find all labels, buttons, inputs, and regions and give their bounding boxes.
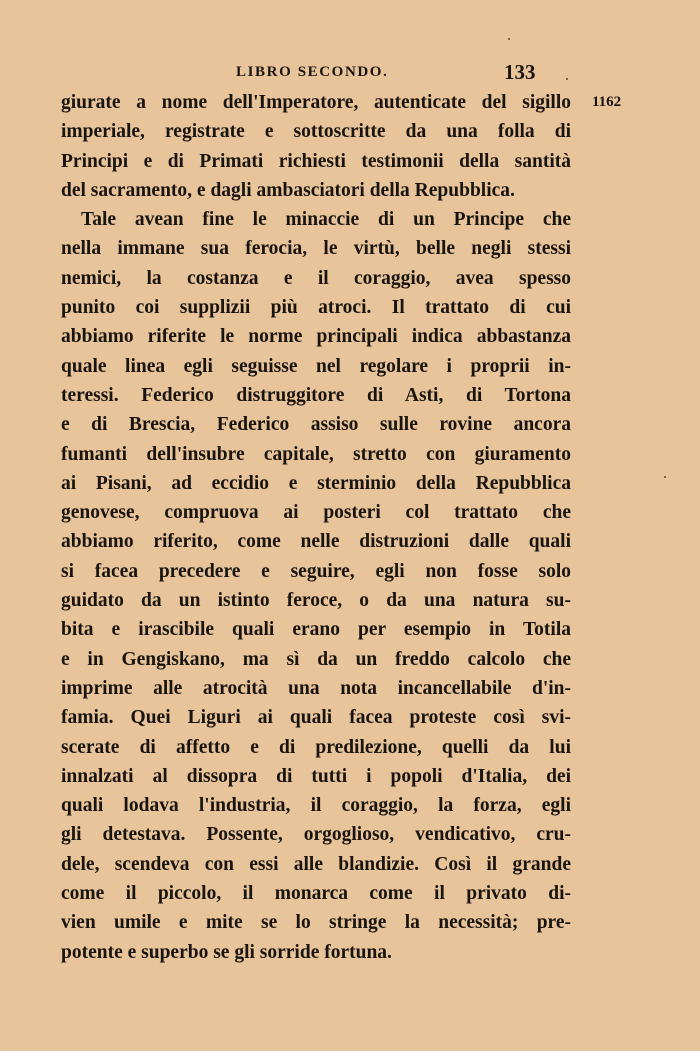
text-line: scerate di affetto e di predilezione, quelli da lui [61,736,571,758]
text-line: genovese, compruova ai posteri col trattato che [61,502,571,524]
text-line: Principi e di Primati richiesti testimonii della santità [61,150,571,172]
text-line: dele, scendeva con essi alle blandizie. Così il grande [61,853,571,875]
text-line: si facea precedere e seguire, egli non fosse solo [61,560,571,582]
text-line: fumanti dell'insubre capitale, stretto con giuramento [61,443,571,465]
text-line: vien umile e mite se lo stringe la necessità; pre- [61,912,571,934]
text-line: gli detestava. Possente, orgoglioso, vendicativo, cru- [61,824,571,846]
text-line: teressi. Federico distruggitore di Asti, di Tortona [61,384,571,406]
text-line: quali lodava l'industria, il coraggio, la forza, egli [61,795,571,817]
text-line: del sacramento, e dagli ambasciatori della Repubblica. [61,179,515,201]
text-line: imperiale, registrate e sottoscritte da una folla di [61,121,571,143]
text-line: ai Pisani, ad eccidio e sterminio della Repubblica [61,472,571,494]
body-text [61,88,571,967]
text-line: potente e superbo se gli sorride fortuna. [61,941,392,963]
text-line: imprime alle atrocità una nota incancellabile d'in- [61,677,571,699]
margin-year-note: 1162 [592,94,622,110]
running-head: LIBRO SECONDO. [236,64,389,80]
text-line: giurate a nome dell'Imperatore, autenticate del sigillo [61,92,571,113]
print-speck [664,476,666,478]
text-line: innalzati al dissopra di tutti i popoli d'Italia, dei [61,765,571,787]
text-line: punito coi supplizii più atroci. Il trattato di cui [61,297,571,319]
text-line: guidato da un istinto feroce, o da una natura su- [61,590,571,612]
text-line: quale linea egli seguisse nel regolare i proprii in- [61,355,571,377]
text-line: Tale avean fine le minaccie di un Principe che [81,209,571,231]
text-line: nemici, la costanza e il coraggio, avea spesso [61,267,571,289]
text-line: famia. Quei Liguri ai quali facea proteste così svi- [61,707,571,729]
text-line: e di Brescia, Federico assiso sulle rovine ancora [61,414,571,436]
text-line: bita e irascibile quali erano per esempio in Totila [61,619,571,641]
text-line: come il piccolo, il monarca come il privato di- [61,883,571,905]
text-line: nella immane sua ferocia, le virtù, belle negli stessi [61,238,571,260]
text-line: abbiamo riferito, come nelle distruzioni dalle quali [61,531,571,553]
page-number: 133 [504,60,536,84]
text-line: abbiamo riferite le norme principali indica abbastanza [61,326,571,348]
print-speck [508,38,510,40]
text-line: e in Gengiskano, ma sì da un freddo calcolo che [61,648,571,670]
page-header [0,60,700,88]
print-speck [566,78,568,80]
